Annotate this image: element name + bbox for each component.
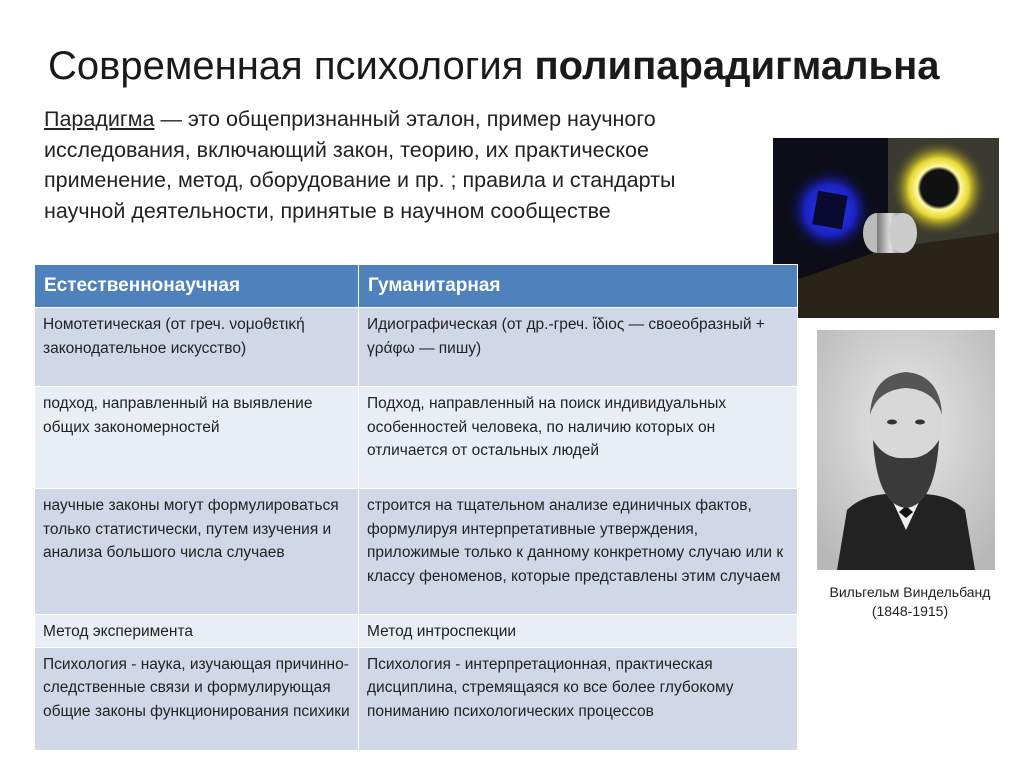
header-humanitarian: Гуманитарная: [359, 265, 798, 308]
paradigms-table: [34, 264, 798, 751]
title-regular: Современная психология: [48, 44, 535, 88]
definition-term: Парадигма: [44, 107, 155, 131]
table-row: [35, 615, 798, 648]
table-cell: научные законы могут формулироваться только статистически, путем изучения и анализа большого числа случаев: [35, 489, 359, 615]
table-row: [35, 647, 798, 750]
table-cell: подход, направленный на выявление общих закономерностей: [35, 387, 359, 489]
header-natural-science: Естественнонаучная: [35, 265, 359, 308]
optics-illustration-image: [773, 138, 999, 318]
table-cell: Подход, направленный на поиск индивидуальных особенностей человека, по наличию которых он отличается от остальных людей: [359, 387, 798, 489]
table-cell: Метод эксперимента: [35, 615, 359, 648]
table-row: [35, 387, 798, 489]
windelband-portrait: [817, 330, 995, 570]
table-cell: Номотетическая (от греч. νομοθετική законодательное искусство): [35, 308, 359, 387]
table-cell: Идиографическая (от др.-греч. ἴδιος — своеобразный + γράφω — пишу): [359, 308, 798, 387]
table-row: [35, 489, 798, 615]
table-cell: Психология - наука, изучающая причинно-следственные связи и формулирующая общие законы функционирования психики: [35, 647, 359, 750]
table-cell: Метод интроспекции: [359, 615, 798, 648]
slide-title: [48, 40, 988, 92]
table-cell: Психология - интерпретационная, практическая дисциплина, стремящаяся ко все более глубокому пониманию психологических процессов: [359, 647, 798, 750]
table-cell: строится на тщательном анализе единичных фактов, формулируя интерпретативные утверждения, приложимые только к данному конкретному случаю или к классу феноменов, которые представлены этим случаем: [359, 489, 798, 615]
paradigm-definition: [44, 104, 744, 226]
title-bold: полипарадигмальна: [534, 44, 940, 88]
table-row: [35, 308, 798, 387]
optics-illustration: [773, 138, 999, 318]
portrait-image: [817, 330, 995, 570]
table-header-row: [35, 265, 798, 308]
definition-text: — это общепризнанный эталон, пример научного исследования, включающий закон, теорию, их практическое применение, метод, оборудование и пр. ; правила и стандарты научной деятельности, принятые в научном сообществе: [44, 107, 676, 223]
portrait-caption: Вильгельм Виндельбанд (1848-1915): [829, 584, 991, 619]
